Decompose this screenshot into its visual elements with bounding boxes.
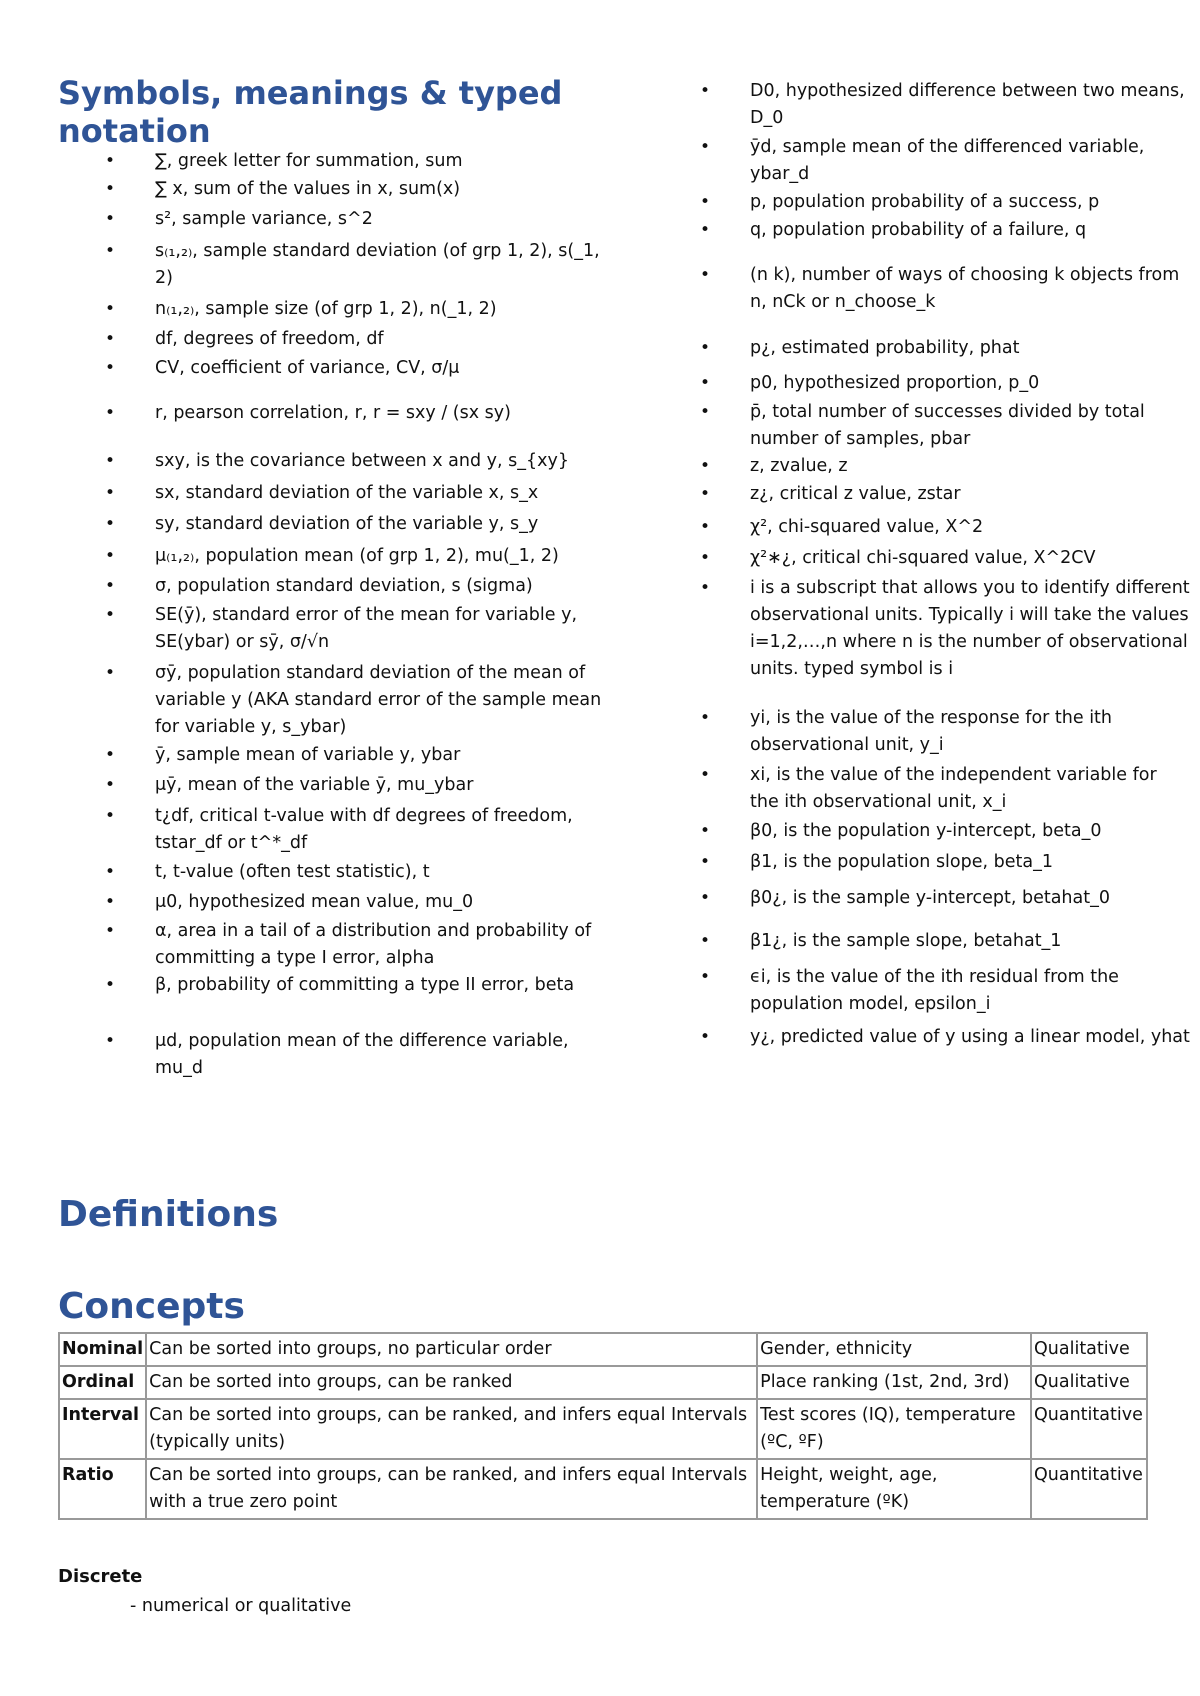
- list-item: • β0, is the population y-intercept, beta_0: [750, 818, 1102, 845]
- list-item: • ∑ x, sum of the values in x, sum(x): [155, 176, 460, 203]
- table-cell: Ordinal: [59, 1366, 146, 1399]
- list-item: • p̄, total number of successes divided by total number of samples, pbar: [750, 399, 1190, 453]
- list-item: • t¿df, critical t-value with df degrees of freedom, tstar_df or t^*_df: [155, 803, 605, 857]
- table-cell: Ratio: [59, 1459, 146, 1519]
- list-item: • z, zvalue, z: [750, 453, 848, 480]
- table-cell: Quantitative: [1031, 1399, 1147, 1459]
- list-item: • df, degrees of freedom, df: [155, 326, 384, 353]
- list-item: • p0, hypothesized proportion, p_0: [750, 370, 1039, 397]
- list-item: • r, pearson correlation, r, r = sxy / (sx sy): [155, 400, 511, 427]
- heading-concepts: Concepts: [58, 1286, 245, 1327]
- discrete-item: - numerical or qualitative: [130, 1596, 352, 1616]
- heading-symbols: Symbols, meanings & typed notation: [58, 74, 563, 150]
- list-item: • n₍₁,₂₎, sample size (of grp 1, 2), n(_1, 2): [155, 296, 497, 323]
- heading-definitions: Definitions: [58, 1194, 279, 1235]
- list-item: • β, probability of committing a type II error, beta: [155, 972, 574, 999]
- table-cell: Can be sorted into groups, no particular order: [146, 1333, 757, 1366]
- list-item: • ȳ, sample mean of variable y, ybar: [155, 742, 460, 769]
- table-cell: Place ranking (1st, 2nd, 3rd): [757, 1366, 1031, 1399]
- table-cell: Can be sorted into groups, can be ranked, and infers equal Intervals (typically units): [146, 1399, 757, 1459]
- list-item: • μ0, hypothesized mean value, mu_0: [155, 889, 473, 916]
- list-item: • sx, standard deviation of the variable x, s_x: [155, 480, 538, 507]
- list-item: • y¿, predicted value of y using a linear model, yhat: [750, 1024, 1190, 1051]
- list-item: • sxy, is the covariance between x and y, s_{xy}: [155, 448, 569, 475]
- list-item: • β1, is the population slope, beta_1: [750, 849, 1053, 876]
- list-item: • yi, is the value of the response for the ith observational unit, y_i: [750, 705, 1190, 759]
- table-cell: Can be sorted into groups, can be ranked: [146, 1366, 757, 1399]
- table-cell: Can be sorted into groups, can be ranked, and infers equal Intervals with a true zero point: [146, 1459, 757, 1519]
- list-item: • α, area in a tail of a distribution and probability of committing a type I error, alpha: [155, 918, 605, 972]
- list-item: • CV, coefficient of variance, CV, σ/μ: [155, 355, 459, 382]
- list-item: • μd, population mean of the difference variable, mu_d: [155, 1028, 605, 1082]
- list-item: • xi, is the value of the independent variable for the ith observational unit, x_i: [750, 762, 1190, 816]
- list-item: • σȳ, population standard deviation of the mean of variable y (AKA standard error of the sample mean for variable y, s_ybar): [155, 660, 605, 741]
- list-item: • σ, population standard deviation, s (sigma): [155, 573, 533, 600]
- list-item: • β1¿, is the sample slope, betahat_1: [750, 928, 1061, 955]
- list-item: • μ₍₁,₂₎, population mean (of grp 1, 2), mu(_1, 2): [155, 543, 559, 570]
- list-item: • s₍₁,₂₎, sample standard deviation (of grp 1, 2), s(_1, 2): [155, 238, 605, 292]
- list-item: • i is a subscript that allows you to identify different observational units. Typically i will take the values i=1,2,…,n where n is the number of observational units. typed symbol is i: [750, 575, 1190, 683]
- list-item: • z¿, critical z value, zstar: [750, 481, 961, 508]
- list-item: • p¿, estimated probability, phat: [750, 335, 1019, 362]
- list-item: • s², sample variance, s^2: [155, 206, 373, 233]
- table-row: [59, 1399, 1147, 1459]
- list-item: • χ², chi-squared value, X^2: [750, 514, 983, 541]
- list-item: • ∑, greek letter for summation, sum: [155, 148, 463, 175]
- list-item: • p, population probability of a success, p: [750, 189, 1099, 216]
- table-cell: Qualitative: [1031, 1366, 1147, 1399]
- list-item: • β0¿, is the sample y-intercept, betahat_0: [750, 885, 1110, 912]
- table-cell: Test scores (IQ), temperature (ºC, ºF): [757, 1399, 1031, 1459]
- table-cell: Nominal: [59, 1333, 146, 1366]
- table-cell: Interval: [59, 1399, 146, 1459]
- table-cell: Height, weight, age, temperature (ºK): [757, 1459, 1031, 1519]
- list-item: • χ²∗¿, critical chi-squared value, X^2CV: [750, 545, 1095, 572]
- list-item: • ȳd, sample mean of the differenced variable, ybar_d: [750, 134, 1190, 188]
- list-item: • μȳ, mean of the variable ȳ, mu_ybar: [155, 772, 473, 799]
- list-item: • (n k), number of ways of choosing k objects from n, nCk or n_choose_k: [750, 262, 1190, 316]
- table-cell: Gender, ethnicity: [757, 1333, 1031, 1366]
- table-row: [59, 1333, 1147, 1366]
- list-item: • ϵi, is the value of the ith residual from the population model, epsilon_i: [750, 964, 1190, 1018]
- discrete-heading: Discrete: [58, 1566, 143, 1587]
- table-cell: Quantitative: [1031, 1459, 1147, 1519]
- list-item: • q, population probability of a failure, q: [750, 217, 1086, 244]
- concepts-table: [58, 1332, 1148, 1520]
- table-row: [59, 1459, 1147, 1519]
- list-item: • SE(ȳ), standard error of the mean for variable y, SE(ybar) or sȳ, σ/√n: [155, 602, 605, 656]
- list-item: • D0, hypothesized difference between two means, D_0: [750, 78, 1190, 132]
- list-item: • sy, standard deviation of the variable y, s_y: [155, 511, 538, 538]
- table-cell: Qualitative: [1031, 1333, 1147, 1366]
- table-row: [59, 1366, 1147, 1399]
- list-item: • t, t-value (often test statistic), t: [155, 859, 430, 886]
